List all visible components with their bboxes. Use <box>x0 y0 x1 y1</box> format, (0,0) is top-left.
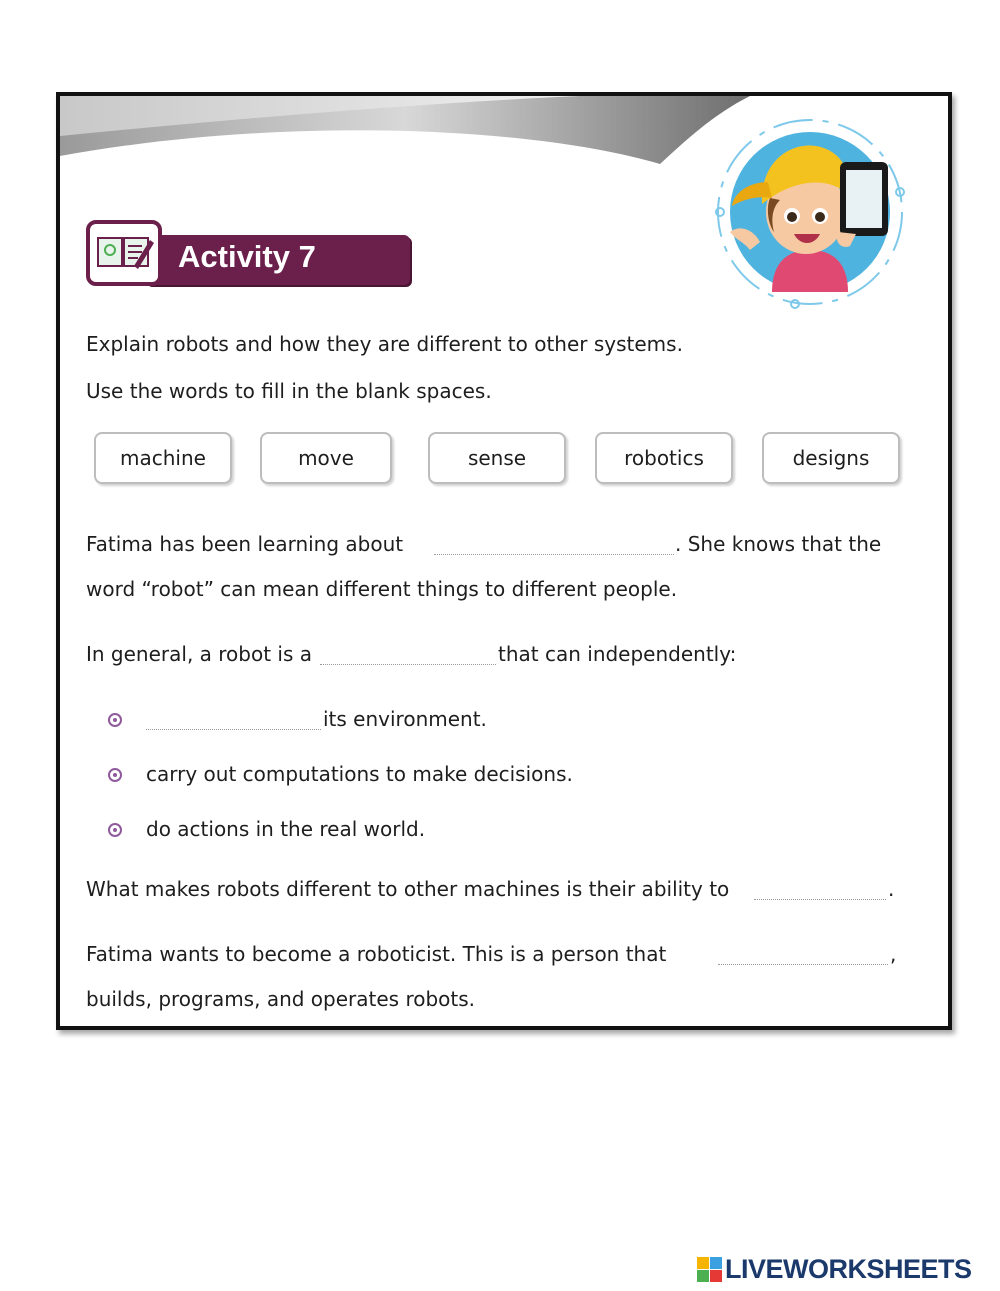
passage-p1-line2: word “robot” can mean different things to different people. <box>86 577 678 601</box>
passage-p1-start: Fatima has been learning about <box>86 532 404 556</box>
notebook-pencil-icon <box>90 224 158 282</box>
liveworksheets-logo <box>697 1254 972 1284</box>
bullet-2-text: carry out computations to make decisions. <box>146 762 573 786</box>
word-bank-robotics[interactable]: robotics <box>595 432 733 484</box>
brand-text: LIVEWORKSHEETS <box>725 1253 972 1284</box>
passage-p1-end: . She knows that the <box>675 532 882 556</box>
word-bank-machine[interactable]: machine <box>94 432 232 484</box>
word-bank-move[interactable]: move <box>260 432 392 484</box>
bullet-1-text: its environment. <box>323 707 487 731</box>
blank-1-input[interactable] <box>434 554 674 555</box>
word-bank-designs[interactable]: designs <box>762 432 900 484</box>
word-bank-sense[interactable]: sense <box>428 432 566 484</box>
passage-p2-end: that can independently: <box>498 642 737 666</box>
bullet-3-text: do actions in the real world. <box>146 817 426 841</box>
passage-p4-line2: builds, programs, and operates robots. <box>86 987 476 1011</box>
blank-2-input[interactable] <box>320 664 496 665</box>
child-with-tablet-illustration <box>710 112 910 312</box>
blank-4-input[interactable] <box>754 899 886 900</box>
instruction-line-1: Explain robots and how they are different to other systems. <box>86 332 683 356</box>
bullet-icon <box>108 768 122 782</box>
blank-3-input[interactable] <box>146 729 321 730</box>
header-swoosh <box>60 96 760 176</box>
liveworksheets-icon <box>697 1257 722 1282</box>
activity-badge <box>86 220 162 286</box>
passage-p2-start: In general, a robot is a <box>86 642 313 666</box>
bullet-icon <box>108 713 122 727</box>
bullet-icon <box>108 823 122 837</box>
passage-p3-end: . <box>888 877 895 901</box>
blank-5-input[interactable] <box>718 964 888 965</box>
activity-header <box>86 220 412 290</box>
passage-p4-start: Fatima wants to become a roboticist. This is a person that <box>86 942 667 966</box>
passage-p4-end: , <box>890 942 897 966</box>
activity-title: Activity 7 <box>178 239 316 274</box>
instruction-line-2: Use the words to fill in the blank spaces. <box>86 379 492 403</box>
passage-p3-start: What makes robots different to other machines is their ability to <box>86 877 730 901</box>
worksheet-page <box>56 92 952 1030</box>
